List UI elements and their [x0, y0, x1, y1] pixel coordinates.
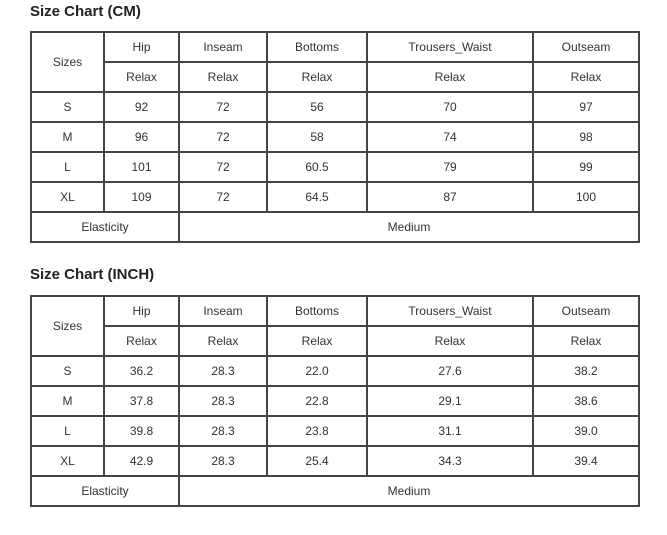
- fit-cell: Relax: [104, 62, 179, 92]
- size-label: M: [31, 122, 104, 152]
- size-label: S: [31, 92, 104, 122]
- table-cell: 72: [179, 92, 267, 122]
- table-cell: 87: [367, 182, 533, 212]
- table-row: [31, 416, 639, 446]
- size-chart-cm-table: [30, 31, 640, 243]
- table-cell: 22.0: [267, 356, 367, 386]
- table-cell: 39.4: [533, 446, 639, 476]
- table-cell: 60.5: [267, 152, 367, 182]
- fit-row: [31, 62, 639, 92]
- table-cell: 23.8: [267, 416, 367, 446]
- table-cell: 28.3: [179, 356, 267, 386]
- table-cell: 79: [367, 152, 533, 182]
- table-cell: 72: [179, 152, 267, 182]
- table-row: [31, 356, 639, 386]
- size-label: S: [31, 356, 104, 386]
- table-cell: 72: [179, 182, 267, 212]
- table-row: [31, 152, 639, 182]
- table-cell: 27.6: [367, 356, 533, 386]
- table-cell: 97: [533, 92, 639, 122]
- fit-cell: Relax: [367, 326, 533, 356]
- table-cell: 99: [533, 152, 639, 182]
- column-header-inseam: Inseam: [179, 296, 267, 326]
- fit-row: [31, 326, 639, 356]
- table-cell: 72: [179, 122, 267, 152]
- table-cell: 39.0: [533, 416, 639, 446]
- table-cell: 28.3: [179, 386, 267, 416]
- table-row: [31, 446, 639, 476]
- table-cell: 64.5: [267, 182, 367, 212]
- table-cell: 101: [104, 152, 179, 182]
- table-cell: 38.2: [533, 356, 639, 386]
- table-cell: 25.4: [267, 446, 367, 476]
- table-row: [31, 92, 639, 122]
- column-header-hip: Hip: [104, 32, 179, 62]
- table-cell: 100: [533, 182, 639, 212]
- elasticity-label: Elasticity: [31, 476, 179, 506]
- fit-cell: Relax: [104, 326, 179, 356]
- column-header-inseam: Inseam: [179, 32, 267, 62]
- header-row: [31, 296, 639, 326]
- size-label: M: [31, 386, 104, 416]
- column-header-trousers-waist: Trousers_Waist: [367, 296, 533, 326]
- table-cell: 29.1: [367, 386, 533, 416]
- fit-cell: Relax: [533, 326, 639, 356]
- column-header-trousers-waist: Trousers_Waist: [367, 32, 533, 62]
- table-cell: 39.8: [104, 416, 179, 446]
- table-cell: 22.8: [267, 386, 367, 416]
- table-cell: 56: [267, 92, 367, 122]
- size-chart-cm-title: Size Chart (CM): [30, 3, 141, 20]
- size-chart-inch-table: [30, 295, 640, 507]
- table-row: [31, 386, 639, 416]
- elasticity-row: [31, 212, 639, 242]
- table-cell: 36.2: [104, 356, 179, 386]
- table-cell: 42.9: [104, 446, 179, 476]
- column-header-bottoms: Bottoms: [267, 32, 367, 62]
- table-row: [31, 122, 639, 152]
- table-cell: 98: [533, 122, 639, 152]
- column-header-outseam: Outseam: [533, 296, 639, 326]
- sizes-header: Sizes: [31, 296, 104, 356]
- size-label: L: [31, 152, 104, 182]
- fit-cell: Relax: [179, 326, 267, 356]
- column-header-bottoms: Bottoms: [267, 296, 367, 326]
- fit-cell: Relax: [267, 326, 367, 356]
- table-cell: 58: [267, 122, 367, 152]
- elasticity-label: Elasticity: [31, 212, 179, 242]
- table-cell: 28.3: [179, 416, 267, 446]
- size-label: XL: [31, 446, 104, 476]
- table-cell: 92: [104, 92, 179, 122]
- table-cell: 109: [104, 182, 179, 212]
- table-cell: 96: [104, 122, 179, 152]
- table-cell: 70: [367, 92, 533, 122]
- column-header-hip: Hip: [104, 296, 179, 326]
- fit-cell: Relax: [533, 62, 639, 92]
- table-row: [31, 182, 639, 212]
- column-header-outseam: Outseam: [533, 32, 639, 62]
- sizes-header: Sizes: [31, 32, 104, 92]
- elasticity-row: [31, 476, 639, 506]
- table-cell: 37.8: [104, 386, 179, 416]
- fit-cell: Relax: [367, 62, 533, 92]
- elasticity-value: Medium: [179, 212, 639, 242]
- fit-cell: Relax: [267, 62, 367, 92]
- fit-cell: Relax: [179, 62, 267, 92]
- size-label: L: [31, 416, 104, 446]
- table-cell: 74: [367, 122, 533, 152]
- size-label: XL: [31, 182, 104, 212]
- table-cell: 28.3: [179, 446, 267, 476]
- header-row: [31, 32, 639, 62]
- size-chart-inch-title: Size Chart (INCH): [30, 266, 155, 283]
- elasticity-value: Medium: [179, 476, 639, 506]
- table-cell: 34.3: [367, 446, 533, 476]
- table-cell: 38.6: [533, 386, 639, 416]
- table-cell: 31.1: [367, 416, 533, 446]
